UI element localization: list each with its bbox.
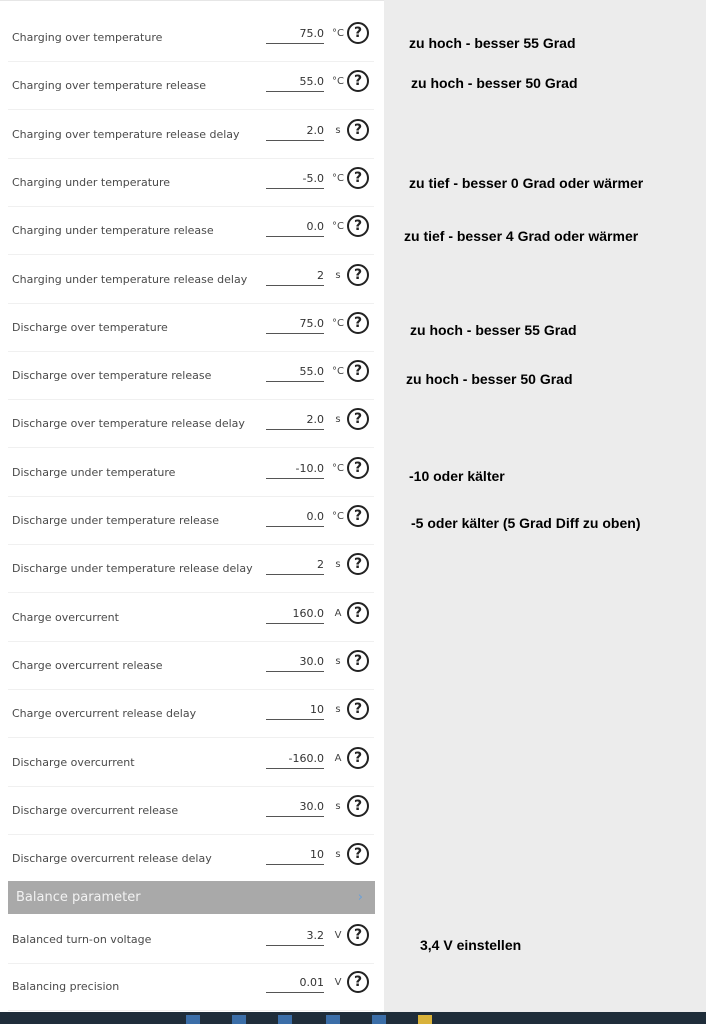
annotation-note: -10 oder kälter bbox=[409, 468, 505, 484]
parameter-row bbox=[8, 739, 374, 787]
parameter-row bbox=[8, 62, 374, 110]
parameter-unit: °C bbox=[332, 28, 344, 39]
parameter-value-input[interactable]: 2.0 bbox=[266, 121, 324, 141]
parameter-value-input[interactable]: 30.0 bbox=[266, 797, 324, 817]
parameter-row bbox=[8, 787, 374, 835]
help-icon[interactable]: ? bbox=[347, 843, 369, 865]
parameter-unit: s bbox=[335, 800, 341, 812]
parameter-value-input[interactable]: 75.0 bbox=[266, 314, 324, 334]
parameter-value-input[interactable]: 2.0 bbox=[266, 410, 324, 430]
parameter-row bbox=[8, 111, 374, 159]
parameter-row bbox=[8, 304, 374, 352]
parameter-row bbox=[8, 594, 374, 642]
parameter-label: Balanced turn-on voltage bbox=[12, 933, 152, 946]
help-icon[interactable]: ? bbox=[347, 457, 369, 479]
parameter-row bbox=[8, 690, 374, 738]
annotation-note: zu hoch - besser 55 Grad bbox=[410, 322, 577, 338]
annotation-note: zu hoch - besser 50 Grad bbox=[406, 371, 573, 387]
annotation-note: zu tief - besser 0 Grad oder wärmer bbox=[409, 175, 644, 191]
parameter-unit: °C bbox=[332, 172, 344, 184]
parameter-unit: V bbox=[334, 930, 342, 941]
parameter-row bbox=[8, 963, 374, 1011]
parameter-unit: s bbox=[335, 849, 341, 861]
parameter-row bbox=[8, 916, 374, 964]
help-icon[interactable]: ? bbox=[347, 119, 369, 141]
parameter-value-input[interactable]: 0.0 bbox=[266, 217, 324, 237]
help-icon[interactable]: ? bbox=[347, 408, 369, 430]
parameter-value-input[interactable]: 55.0 bbox=[266, 362, 324, 382]
parameter-unit: A bbox=[334, 752, 342, 764]
parameter-value-input[interactable]: -160.0 bbox=[266, 749, 324, 769]
parameter-row bbox=[8, 159, 374, 207]
parameter-unit: s bbox=[335, 269, 341, 281]
help-icon[interactable]: ? bbox=[347, 167, 369, 189]
help-icon[interactable]: ? bbox=[347, 505, 369, 527]
parameter-value-input[interactable]: 10 bbox=[266, 700, 324, 720]
parameter-value-input[interactable]: 0.01 bbox=[266, 973, 324, 993]
parameter-value-input[interactable]: 160.0 bbox=[266, 604, 324, 624]
help-icon[interactable]: ? bbox=[347, 312, 369, 334]
help-icon[interactable]: ? bbox=[347, 70, 369, 92]
parameter-row bbox=[8, 14, 374, 62]
parameter-unit: A bbox=[334, 607, 342, 619]
parameter-label: Discharge overcurrent bbox=[12, 755, 135, 769]
parameter-value-input[interactable]: -5.0 bbox=[266, 169, 324, 189]
parameter-value-input[interactable]: 0.0 bbox=[266, 507, 324, 527]
parameter-label: Charging over temperature bbox=[12, 31, 163, 44]
annotation-note: zu hoch - besser 55 Grad bbox=[409, 35, 576, 51]
help-icon[interactable]: ? bbox=[347, 215, 369, 237]
chevron-right-icon: › bbox=[357, 890, 363, 905]
parameter-label: Discharge overcurrent release delay bbox=[12, 852, 212, 866]
parameter-label: Charging under temperature release delay bbox=[12, 272, 248, 286]
parameter-unit: °C bbox=[332, 76, 344, 88]
help-icon[interactable]: ? bbox=[347, 650, 369, 672]
parameter-label: Charging over temperature release bbox=[12, 79, 206, 93]
parameter-label: Discharge under temperature bbox=[12, 465, 176, 479]
parameter-unit: s bbox=[335, 124, 341, 136]
parameter-unit: °C bbox=[332, 221, 344, 233]
taskbar bbox=[0, 1012, 706, 1024]
help-icon[interactable]: ? bbox=[347, 553, 369, 575]
annotation-note: 3,4 V einstellen bbox=[420, 937, 522, 953]
parameter-label: Discharge overcurrent release bbox=[12, 803, 179, 817]
help-icon[interactable]: ? bbox=[347, 264, 369, 286]
parameter-value-input[interactable]: 55.0 bbox=[266, 72, 324, 92]
parameter-label: Balancing precision bbox=[12, 980, 120, 993]
taskbar-app-icon[interactable] bbox=[418, 1015, 432, 1024]
help-icon[interactable]: ? bbox=[347, 971, 369, 993]
parameter-row bbox=[8, 642, 374, 690]
parameter-row bbox=[8, 835, 374, 883]
help-icon[interactable]: ? bbox=[347, 698, 369, 720]
parameter-label: Discharge under temperature release bbox=[12, 514, 220, 527]
parameter-row bbox=[8, 545, 374, 593]
help-icon[interactable]: ? bbox=[347, 924, 369, 946]
parameter-label: Charge overcurrent bbox=[12, 610, 119, 624]
parameter-value-input[interactable]: -10.0 bbox=[266, 459, 324, 479]
parameter-value-input[interactable]: 10 bbox=[266, 845, 324, 865]
parameter-row bbox=[8, 256, 374, 304]
parameter-unit: °C bbox=[332, 462, 344, 474]
parameter-unit: s bbox=[335, 655, 341, 667]
parameter-label: Discharge over temperature release delay bbox=[12, 417, 245, 431]
parameter-unit: s bbox=[335, 414, 341, 426]
taskbar-app-icon[interactable] bbox=[278, 1015, 292, 1024]
parameter-label: Discharge over temperature release bbox=[12, 369, 212, 383]
parameter-value-input[interactable]: 3.2 bbox=[266, 926, 324, 946]
taskbar-app-icon[interactable] bbox=[372, 1015, 386, 1024]
parameter-unit: s bbox=[335, 559, 341, 571]
parameter-unit: s bbox=[335, 704, 341, 716]
annotation-note: zu hoch - besser 50 Grad bbox=[411, 75, 578, 91]
parameter-label: Charging under temperature bbox=[12, 175, 171, 189]
help-icon[interactable]: ? bbox=[347, 795, 369, 817]
help-icon[interactable]: ? bbox=[347, 360, 369, 382]
parameter-value-input[interactable]: 75.0 bbox=[266, 24, 324, 44]
parameter-unit: V bbox=[334, 977, 342, 988]
help-icon[interactable]: ? bbox=[347, 602, 369, 624]
parameter-row bbox=[8, 497, 374, 545]
parameter-label: Discharge under temperature release delay bbox=[12, 562, 253, 576]
annotation-note: zu tief - besser 4 Grad oder wärmer bbox=[404, 228, 639, 244]
parameter-label: Charging under temperature release bbox=[12, 224, 214, 238]
parameter-label: Charge overcurrent release delay bbox=[12, 707, 197, 721]
taskbar-app-icon[interactable] bbox=[326, 1015, 340, 1024]
parameter-unit: °C bbox=[332, 366, 344, 378]
parameter-value-input[interactable]: 30.0 bbox=[266, 652, 324, 672]
help-icon[interactable]: ? bbox=[347, 747, 369, 769]
help-icon[interactable]: ? bbox=[347, 22, 369, 44]
parameter-row bbox=[8, 207, 374, 255]
taskbar-app-icon[interactable] bbox=[186, 1015, 200, 1024]
parameter-row bbox=[8, 400, 374, 448]
parameter-row bbox=[8, 449, 374, 497]
section-title: Balance parameter bbox=[16, 890, 141, 905]
parameter-value-input[interactable]: 2 bbox=[266, 266, 324, 286]
taskbar-app-icon[interactable] bbox=[232, 1015, 246, 1024]
section-balance-parameter[interactable] bbox=[8, 881, 375, 914]
parameter-label: Charging over temperature release delay bbox=[12, 127, 240, 141]
parameter-label: Charge overcurrent release bbox=[12, 658, 163, 672]
parameter-label: Discharge over temperature bbox=[12, 320, 168, 334]
parameter-unit: °C bbox=[332, 317, 344, 329]
parameter-value-input[interactable]: 2 bbox=[266, 555, 324, 575]
parameter-row bbox=[8, 352, 374, 400]
parameter-unit: °C bbox=[332, 511, 344, 522]
annotation-note: -5 oder kälter (5 Grad Diff zu oben) bbox=[411, 515, 641, 531]
